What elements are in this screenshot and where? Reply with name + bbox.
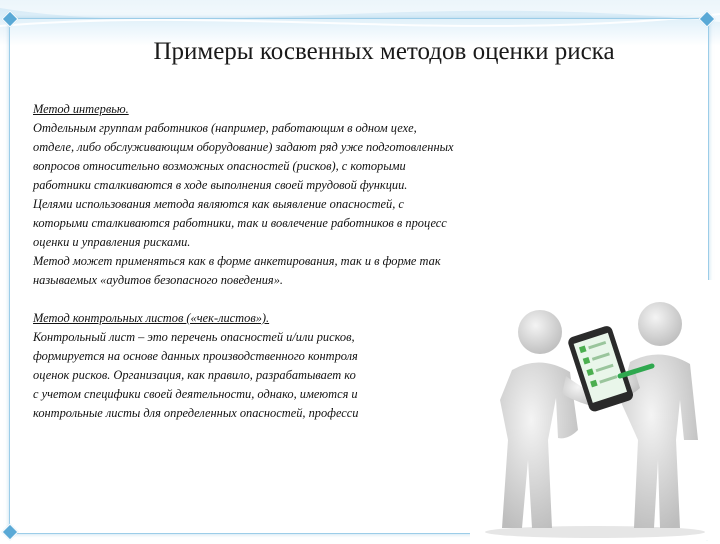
- body-line: контрольные листы для определенных опасностей, професси: [33, 406, 359, 420]
- body-line: Отдельным группам работников (например, работающим в одном цехе,: [33, 121, 417, 135]
- person-head-icon: [638, 302, 682, 346]
- illustration-people-with-checklist: [470, 280, 720, 540]
- body-line: которыми сталкиваются работники, так и вовлечение работников в процесс: [33, 216, 447, 230]
- body-line: с учетом специфики своей деятельности, однако, имеются и: [33, 387, 358, 401]
- body-line: работники сталкиваются в ходе выполнения своей трудовой функции.: [33, 178, 408, 192]
- slide-title: Примеры косвенных методов оценки риска: [153, 38, 615, 65]
- body-line: формируется на основе данных производственного контроля: [33, 349, 358, 363]
- body-line: Метод может применяться как в форме анкетирования, так и в форме так: [33, 254, 441, 268]
- section-heading-interview: Метод интервью.: [33, 102, 129, 116]
- body-line: вопросов относительно возможных опасностей (рисков), с которыми: [33, 159, 406, 173]
- body-line: Контрольный лист – это перечень опасностей и/или рисков,: [33, 330, 355, 344]
- body-line: называемых «аудитов безопасного поведения».: [33, 273, 283, 287]
- body-line: оценок рисков. Организация, как правило, разрабатывает ко: [33, 368, 356, 382]
- section-heading-checklist: Метод контрольных листов («чек-листов»).: [33, 311, 270, 325]
- person-head-icon: [518, 310, 562, 354]
- body-line: отделе, либо обслуживающим оборудование) задают ряд уже подготовленных: [33, 140, 454, 154]
- body-line: Целями использования метода являются как выявление опасностей, с: [33, 197, 404, 211]
- body-line: оценки и управления рисками.: [33, 235, 191, 249]
